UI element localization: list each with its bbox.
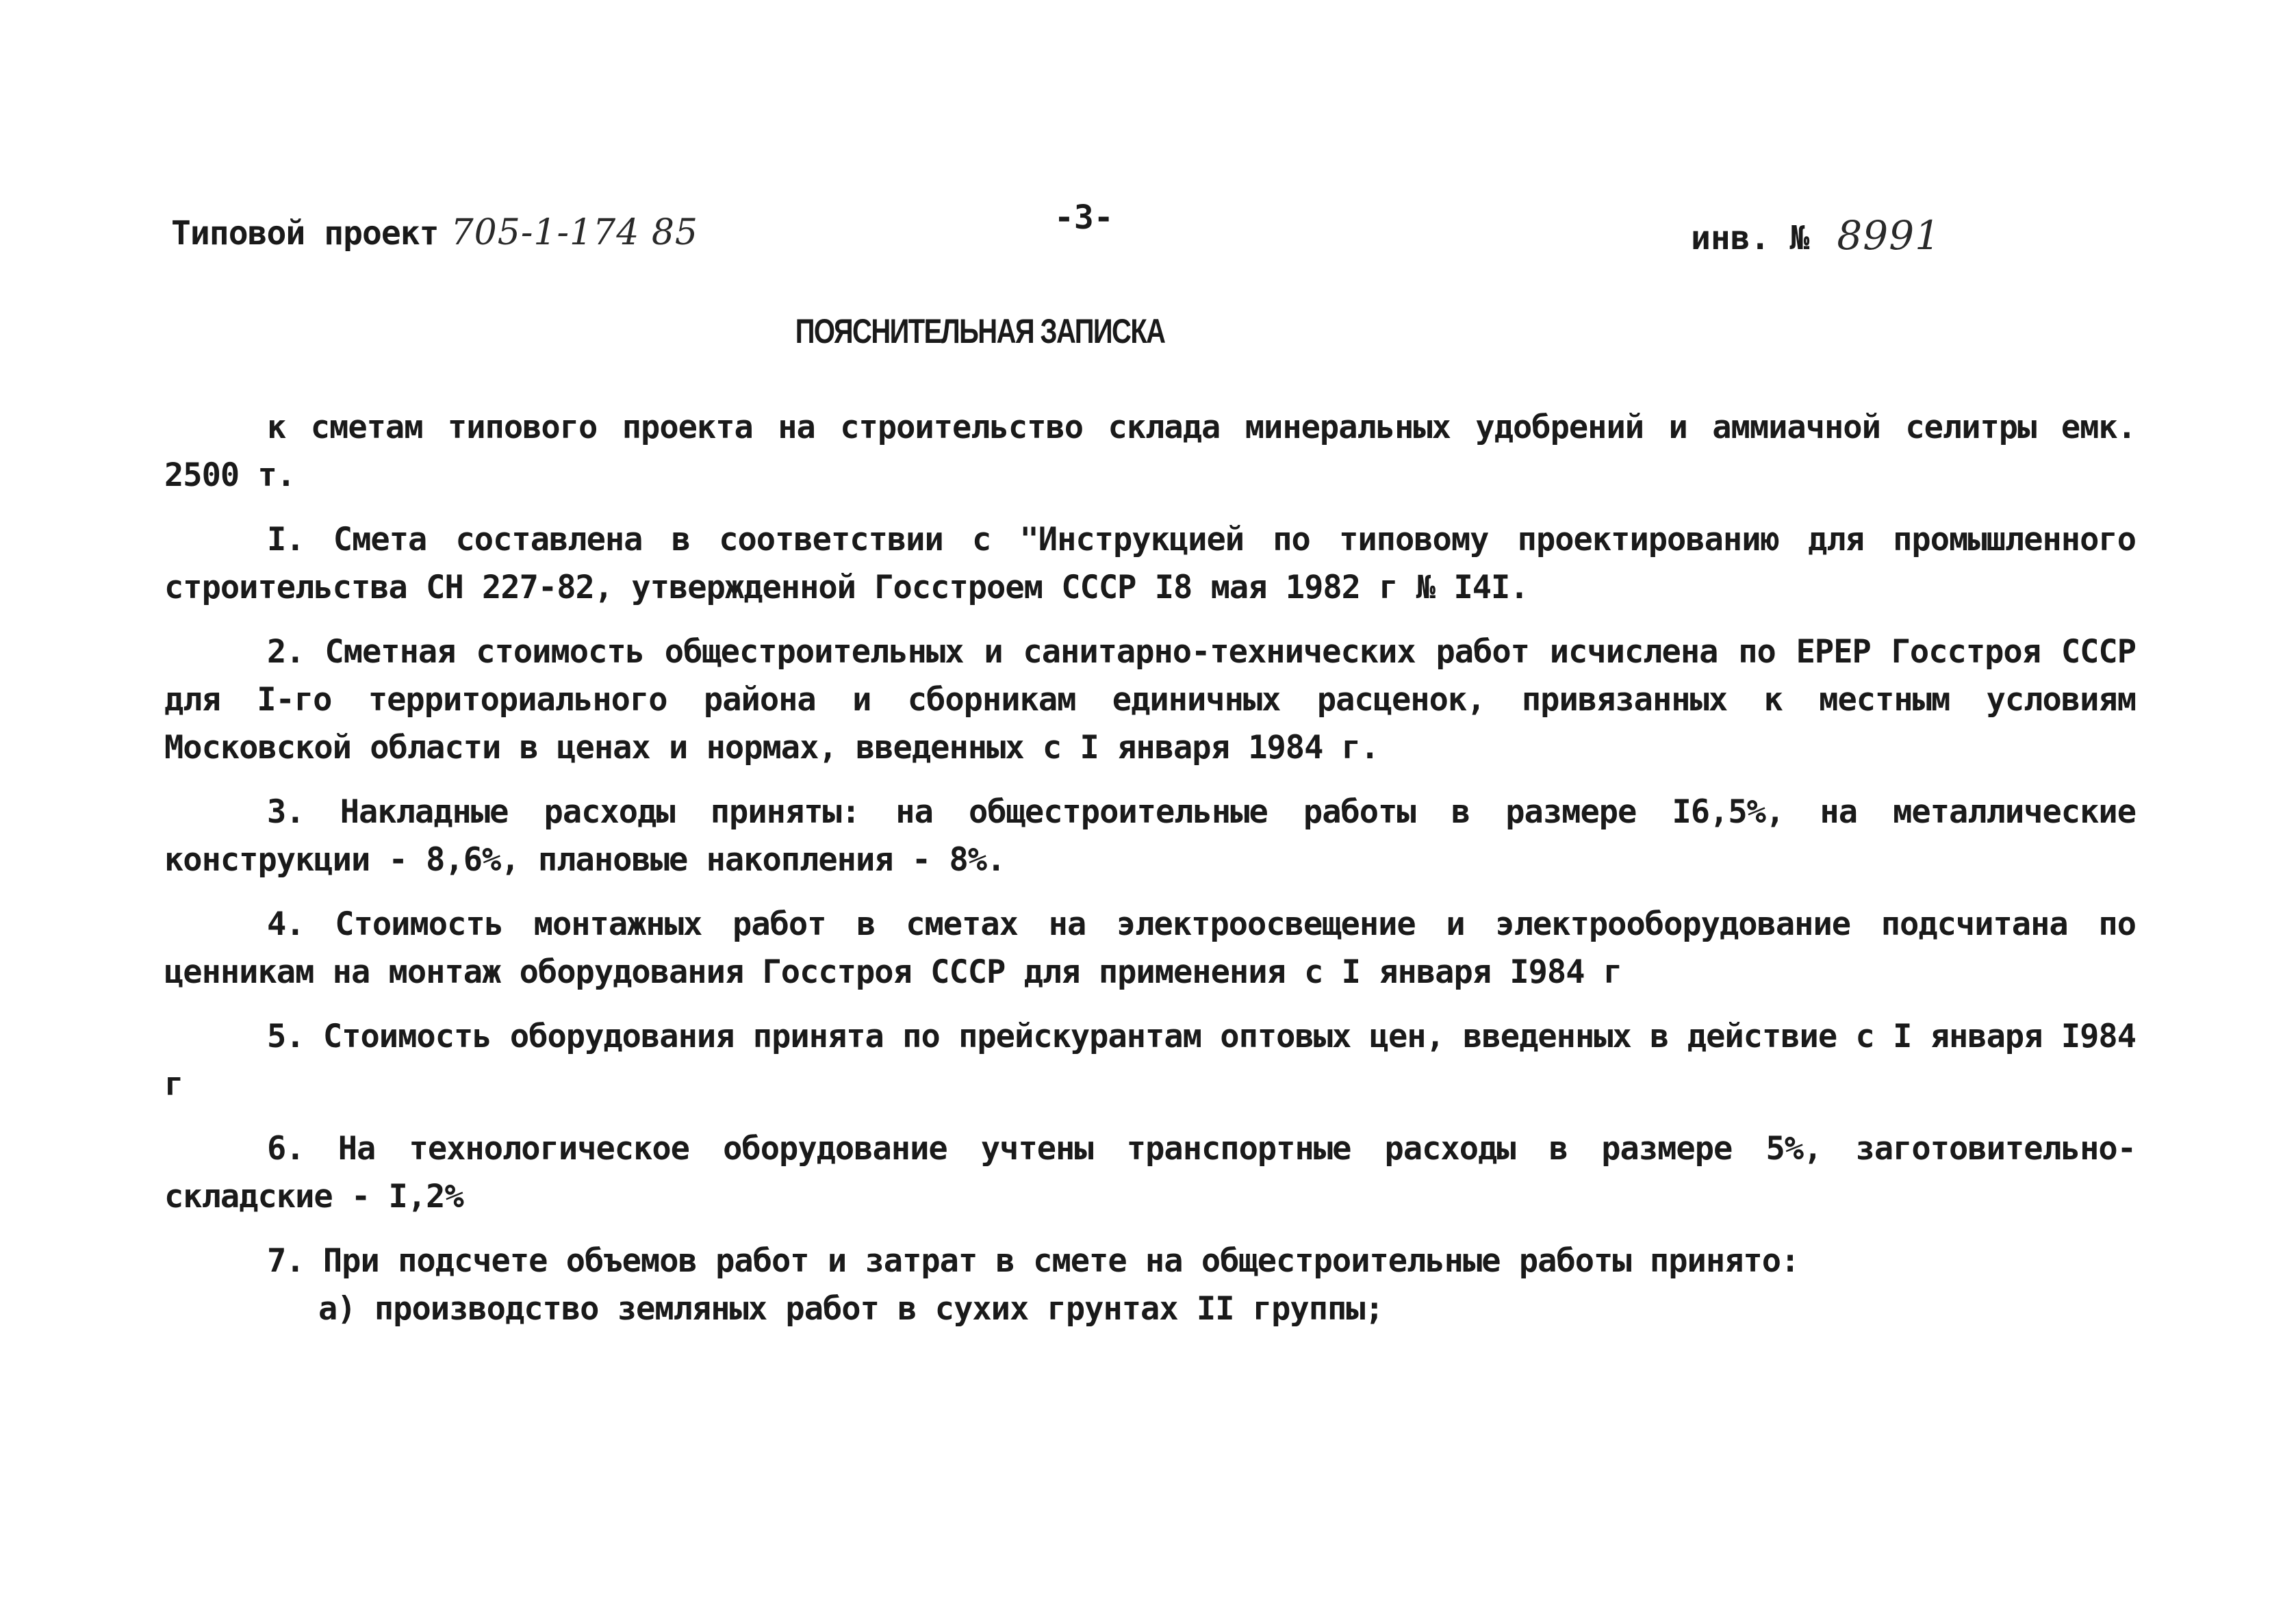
document-title [209,311,2046,351]
document-header [0,198,2296,267]
intro-paragraph: к сметам типового проекта на строительство склада минеральных удобрений и аммиачной селитры емк. 2500 т. [164,409,2136,494]
paragraph-7: 7. При подсчете объемов работ и затрат в смете на общестроительные работы принято: [267,1242,1800,1280]
document-body [164,404,2136,1333]
paragraph-7-item-a: а) производство земляных работ в сухих грунтах II группы; [318,1290,1383,1328]
page-number: -3- [1054,198,1114,237]
inventory-label: инв. № [1691,219,1810,257]
paragraph-3: 3. Накладные расходы приняты: на общестроительные работы в размере I6,5%, на металлические конструкции - 8,6%, плановые накопления - 8%. [164,793,2136,879]
paragraph-1: I. Смета составлена в соответствии с "Инструкцией по типовому проектированию для промышленного строительства СН 227-82, утвержденной Госстроем СССР I8 мая 1982 г № I4I. [164,521,2136,606]
paragraph-2: 2. Сметная стоимость общестроительных и санитарно-технических работ исчислена по ЕРЕР Госстроя СССР для I-го территориального района и сборникам единичных расценок, привязанных к местным условиям Московской области в ценах и нормах, введенных с I января 1984 г. [164,633,2136,767]
paragraph-5: 5. Стоимость оборудования принята по прейскурантам оптовых цен, введенных в действие с I января I984 г [164,1018,2136,1103]
document-title-text: ПОЯСНИТЕЛЬНАЯ ЗАПИСКА [795,312,1165,350]
paragraph-6: 6. На технологическое оборудование учтены транспортные расходы в размере 5%, заготовительно-складские - I,2% [164,1130,2136,1215]
handwritten-inventory-number: 8991 [1837,212,1941,259]
project-designation [171,212,698,253]
project-label: Типовой проект [171,214,439,253]
paragraph-4: 4. Стоимость монтажных работ в сметах на электроосвещение и электрооборудование подсчитана по ценникам на монтаж оборудования Госстроя СССР для применения с I января I984 г [164,905,2136,991]
inventory-number [1691,212,1941,259]
handwritten-project-number: 705-1-174 85 [450,212,699,253]
